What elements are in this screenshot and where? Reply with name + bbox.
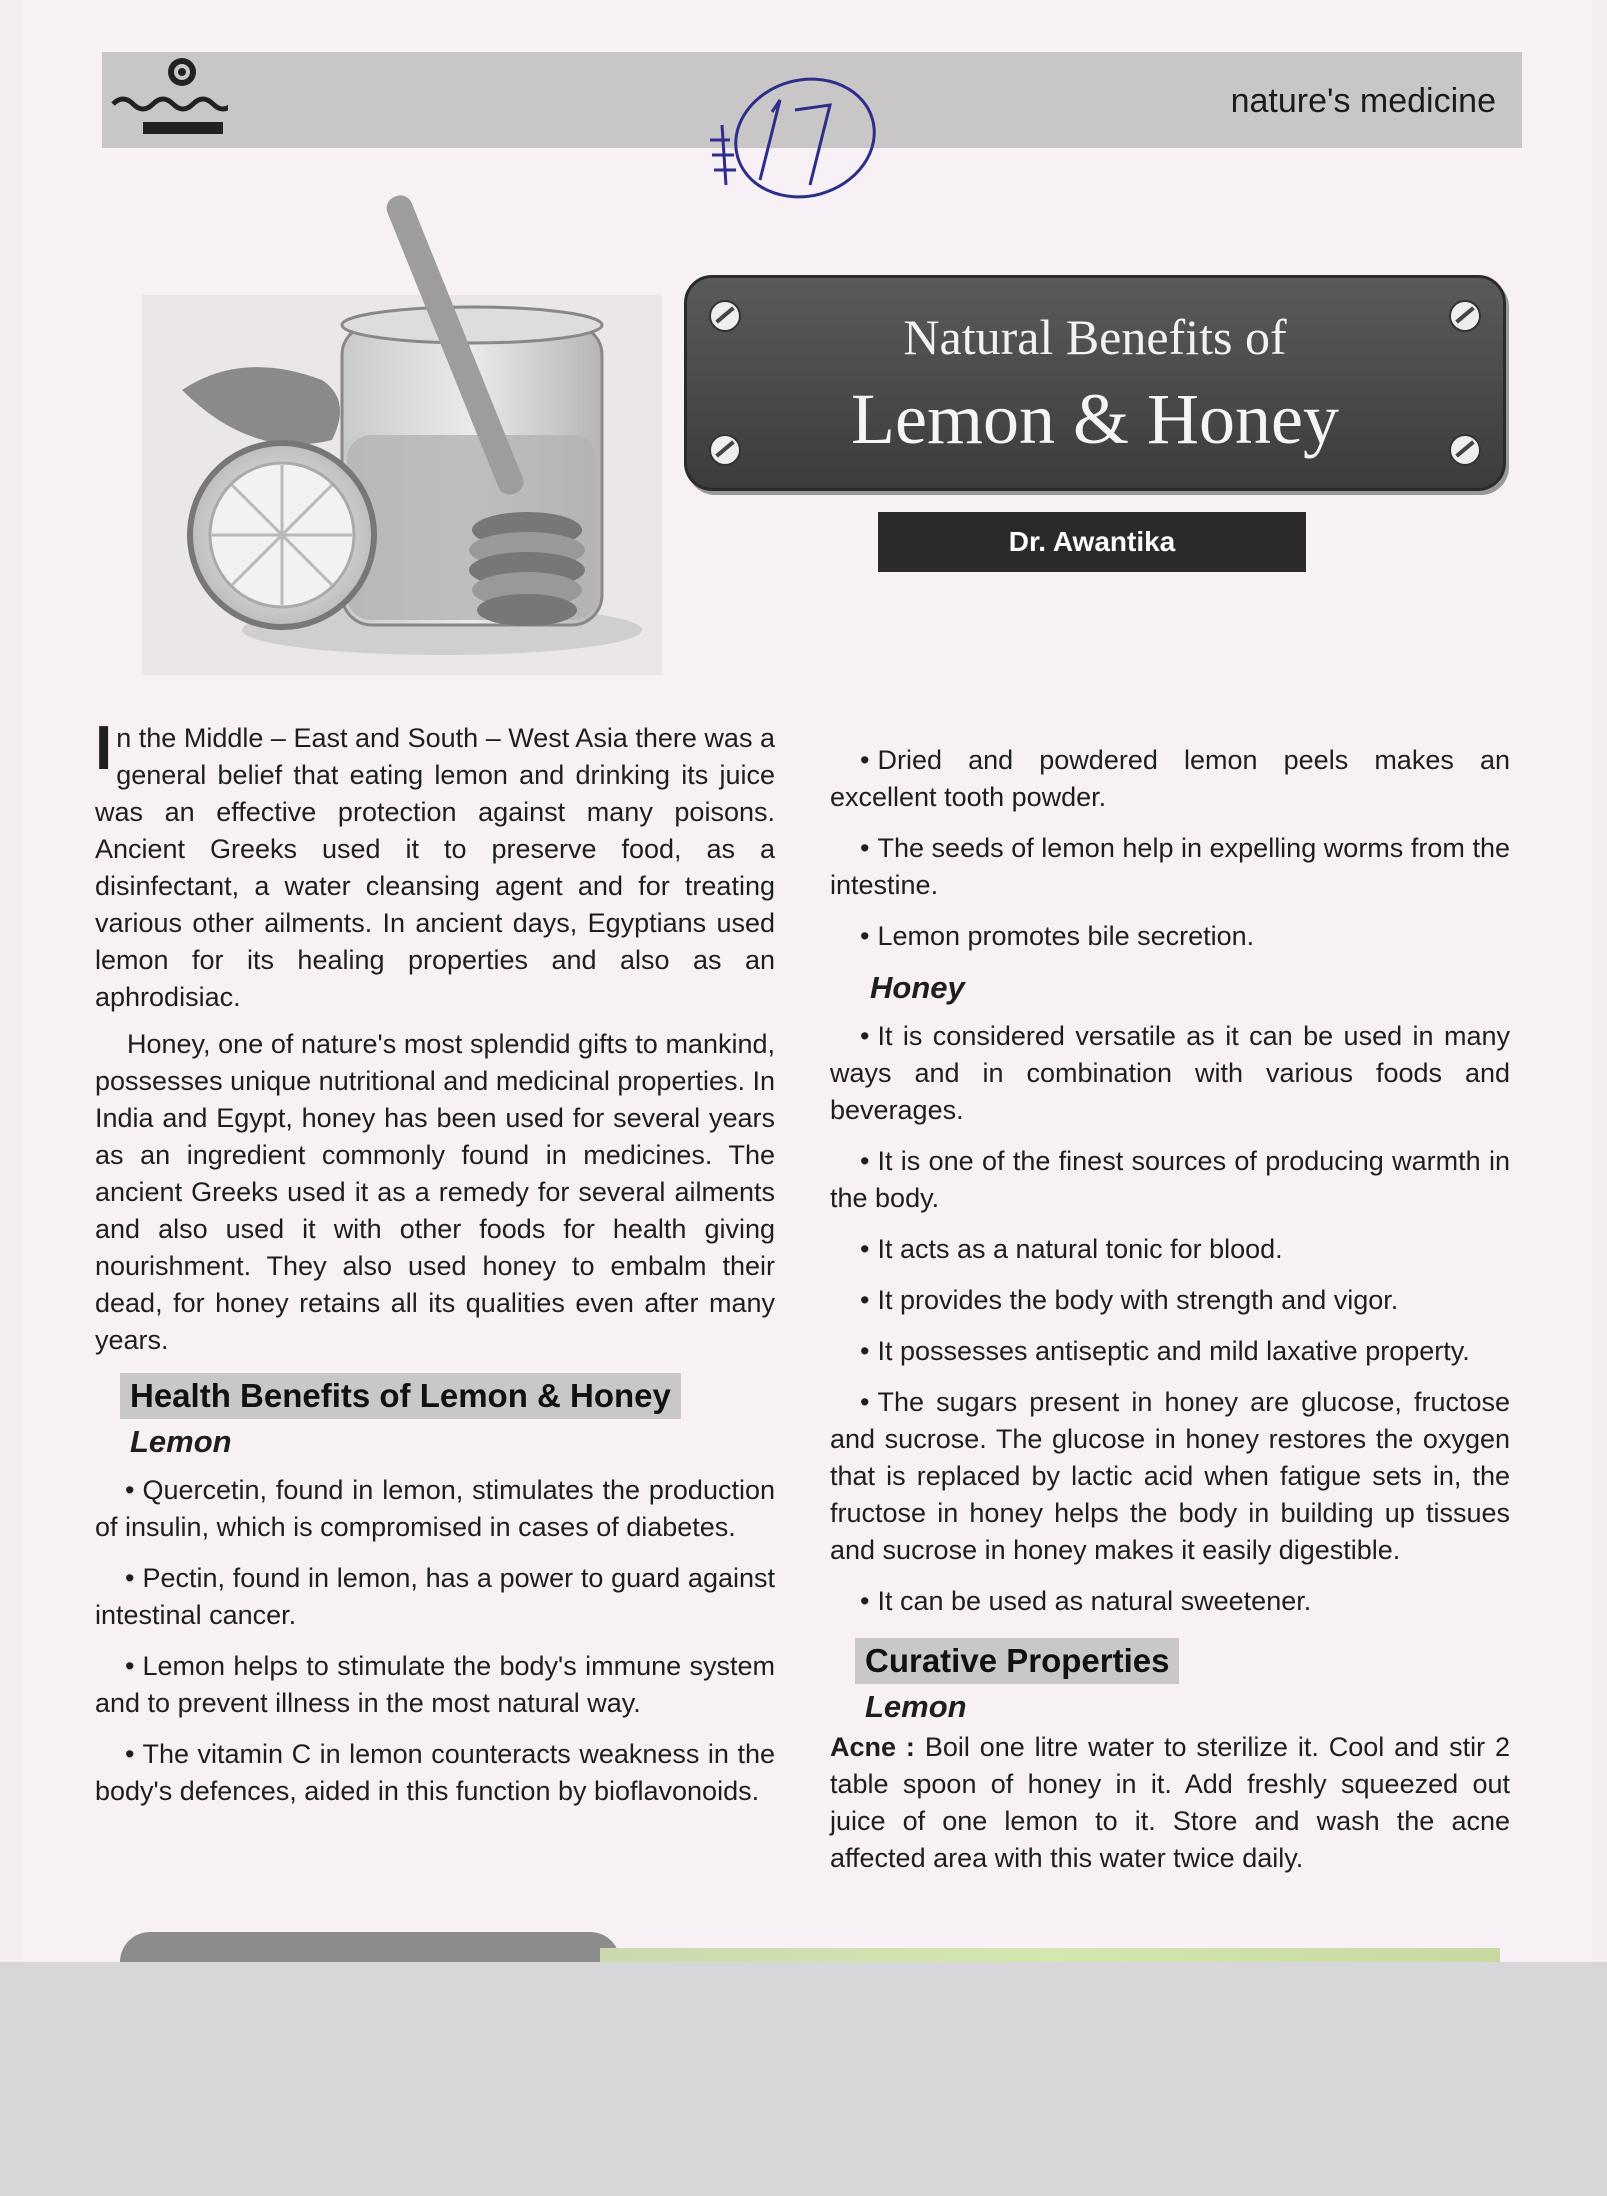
list-item-text: It acts as a natural tonic for blood.: [877, 1234, 1283, 1264]
honey-intro-paragraph: Honey, one of nature's most splendid gifts to mankind, possesses unique nutritional and medicinal properties. In India and Egypt, honey has been used for several years as an ingredient commonly found in medicines. The ancient Greeks used it as a remedy for several ailments and also used it with other foods for health giving nourishment. They also used honey to embalm their dead, for honey retains all its qualities even after many years.: [95, 1029, 775, 1355]
list-item: [830, 1143, 1510, 1217]
list-item: [95, 1736, 775, 1810]
section-label: nature's medicine: [1230, 82, 1496, 120]
article-title-line2: Lemon & Honey: [851, 379, 1339, 459]
bullet-icon: •: [860, 1234, 870, 1264]
list-item-text: The vitamin C in lemon counteracts weakness in the body's defences, aided in this function by bioflavonoids.: [95, 1739, 775, 1806]
bullet-icon: •: [860, 1387, 870, 1417]
list-item: [830, 1282, 1510, 1319]
section-heading-health-benefits: Health Benefits of Lemon & Honey: [120, 1373, 681, 1419]
footer-strip: [600, 1948, 1500, 1962]
handwritten-page-mark: [700, 60, 880, 220]
list-item: [95, 1560, 775, 1634]
acne-text: Boil one litre water to sterilize it. Cool and stir 2 table spoon of honey in it. Add freshly squeezed out juice of one lemon to it. Store and wash the acne affected area with this water twice daily.: [830, 1732, 1510, 1873]
list-item-text: Lemon helps to stimulate the body's immune system and to prevent illness in the most natural way.: [95, 1651, 775, 1718]
bullet-icon: •: [860, 1146, 870, 1176]
section-heading-curative: Curative Properties: [855, 1638, 1179, 1684]
title-plate: [684, 275, 1506, 491]
subheading-lemon: Lemon: [130, 1424, 232, 1459]
bullet-icon: •: [125, 1475, 135, 1505]
scan-background: [0, 1962, 1607, 2196]
list-item-text: Quercetin, found in lemon, stimulates the production of insulin, which is compromised in cases of diabetes.: [95, 1475, 775, 1542]
bullet-icon: •: [125, 1739, 135, 1769]
bullet-icon: •: [125, 1651, 135, 1681]
bullet-icon: •: [860, 1285, 870, 1315]
bullet-icon: •: [860, 921, 870, 951]
list-item: [830, 1384, 1510, 1569]
bullet-icon: •: [860, 1336, 870, 1366]
bullet-icon: •: [860, 833, 870, 863]
author-byline: Dr. Awantika: [878, 512, 1306, 572]
list-item: [830, 1583, 1510, 1620]
subheading-lemon-curative: Lemon: [865, 1689, 967, 1724]
left-column: [95, 714, 775, 1824]
bullet-icon: •: [860, 1586, 870, 1616]
subheading-honey: Honey: [870, 970, 965, 1005]
list-item: [95, 1472, 775, 1546]
list-item-text: It can be used as natural sweetener.: [877, 1586, 1312, 1616]
list-item-text: It is one of the finest sources of producing warmth in the body.: [830, 1146, 1510, 1213]
lemon-honey-illustration: [142, 175, 662, 675]
bullet-icon: •: [125, 1563, 135, 1593]
article-title-line1: Natural Benefits of: [903, 309, 1287, 365]
handwritten-mark-text: 17: [700, 60, 702, 61]
list-item-text: It is considered versatile as it can be used in many ways and in combination with various foods and beverages.: [830, 1021, 1510, 1125]
intro-text: n the Middle – East and South – West Asia there was a general belief that eating lemon and drinking its juice was an effective protection against many poisons. Ancient Greeks used it to preserve food, as a disinfectant, a water cleansing agent and for treating various other ailments. In ancient days, Egyptians used lemon for its healing properties and also as an aphrodisiac.: [95, 723, 775, 1012]
intro-paragraph: [95, 714, 775, 1016]
list-item-text: It provides the body with strength and vigor.: [877, 1285, 1399, 1315]
publisher-logo-icon: [108, 52, 228, 142]
drop-cap: I: [95, 714, 113, 783]
footer-tab: [120, 1932, 620, 1962]
list-item-text: Dried and powdered lemon peels makes an excellent tooth powder.: [830, 745, 1510, 812]
right-column: [830, 730, 1510, 1877]
list-item: [830, 830, 1510, 904]
acne-label: Acne :: [830, 1732, 915, 1762]
list-item-text: Pectin, found in lemon, has a power to guard against intestinal cancer.: [95, 1563, 775, 1630]
list-item: [830, 1018, 1510, 1129]
list-item-text: The seeds of lemon help in expelling worms from the intestine.: [830, 833, 1510, 900]
acne-remedy-paragraph: [830, 1729, 1510, 1877]
list-item-text: Lemon promotes bile secretion.: [877, 921, 1255, 951]
list-item: [830, 918, 1510, 955]
list-item: [830, 1231, 1510, 1268]
list-item: [95, 1648, 775, 1722]
list-item: [830, 1333, 1510, 1370]
bullet-icon: •: [860, 745, 870, 775]
bullet-icon: •: [860, 1021, 870, 1051]
list-item-text: It possesses antiseptic and mild laxative property.: [877, 1336, 1470, 1366]
list-item: [830, 742, 1510, 816]
list-item-text: The sugars present in honey are glucose, fructose and sucrose. The glucose in honey restores the oxygen that is replaced by lactic acid when fatigue sets in, the fructose in honey helps the body in building up tissues and sucrose in honey makes it easily digestible.: [830, 1387, 1510, 1565]
